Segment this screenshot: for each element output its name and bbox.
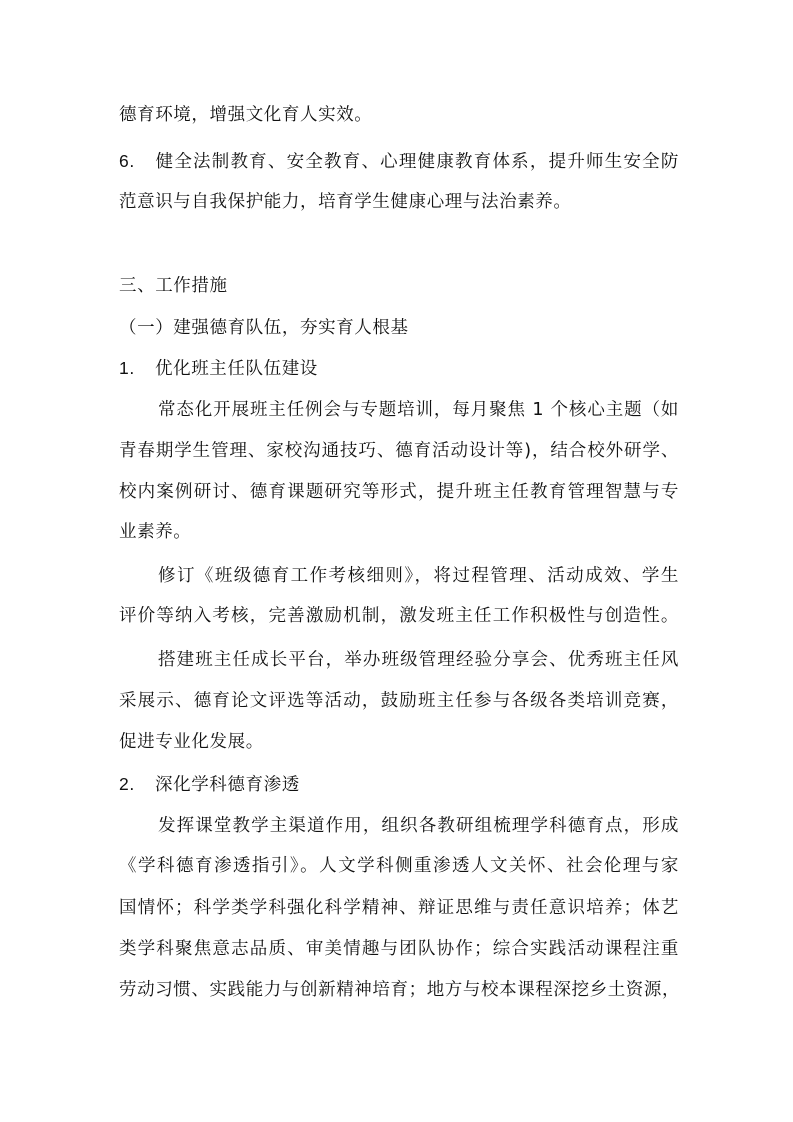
paragraph-line: 校内案例研讨、德育课题研究等形式，提升班主任教育管理智慧与专: [119, 482, 679, 502]
item-number: 2.: [119, 774, 135, 794]
paragraph-line: 采展示、德育论文评选等活动，鼓励班主任参与各级各类培训竞赛，: [119, 691, 679, 711]
numbered-heading-1: [119, 356, 679, 381]
heading-text: 优化班主任队伍建设: [155, 359, 318, 379]
heading-text: 深化学科德育渗透: [155, 775, 300, 795]
paragraph-line: 评价等纳入考核，完善激励机制，激发班主任工作积极性与创造性。: [119, 606, 679, 626]
paragraph-line: 修订《班级德育工作考核细则》，将过程管理、活动成效、学生: [158, 566, 679, 586]
paragraph-line: 常态化开展班主任例会与专题培训，每月聚焦 1 个核心主题（如: [158, 400, 679, 420]
paragraph-line: 青春期学生管理、家校沟通技巧、德育活动设计等)，结合校外研学、: [119, 441, 679, 461]
item-number: 1.: [119, 358, 135, 378]
paragraph-line: 促进专业化发展。: [119, 732, 264, 752]
numbered-heading-2: [119, 772, 679, 797]
paragraph-line: 《学科德育渗透指引》。人文学科侧重渗透人文关怀、社会伦理与家: [119, 856, 679, 876]
paragraph-line: 发挥课堂教学主渠道作用，组织各教研组梳理学科德育点，形成: [158, 816, 679, 836]
paragraph-line: 德育环境，增强文化育人实效。: [119, 105, 373, 125]
item-text: 健全法制教育、安全教育、心理健康教育体系，提升师生安全防: [155, 152, 679, 172]
numbered-item-6: [119, 149, 679, 174]
paragraph-line: 业素养。: [119, 522, 192, 542]
paragraph-line: 范意识与自我保护能力，培育学生健康心理与法治素养。: [119, 192, 572, 212]
paragraph-line: 国情怀；科学类学科强化科学精神、辩证思维与责任意识培养；体艺: [119, 898, 679, 918]
subsection-heading: （一）建强德育队伍，夯实育人根基: [119, 318, 409, 338]
item-number: 6.: [119, 151, 135, 171]
paragraph-line: 搭建班主任成长平台，举办班级管理经验分享会、优秀班主任风: [158, 650, 679, 670]
section-heading: 三、工作措施: [119, 276, 228, 296]
paragraph-line: 劳动习惯、实践能力与创新精神培育；地方与校本课程深挖乡土资源，: [119, 980, 681, 1000]
paragraph-line: 类学科聚焦意志品质、审美情趣与团队协作；综合实践活动课程注重: [119, 939, 679, 959]
